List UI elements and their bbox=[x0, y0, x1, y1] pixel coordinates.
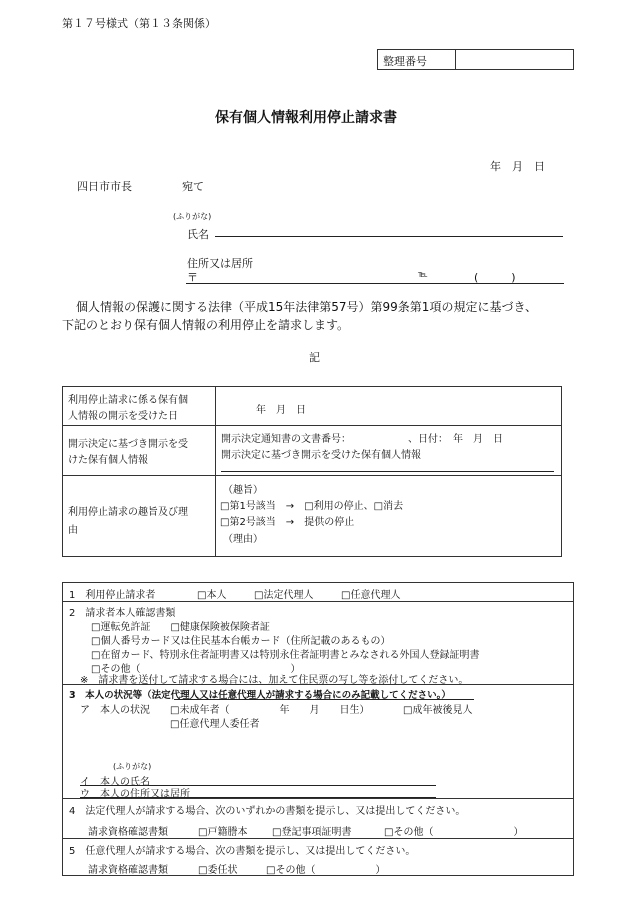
document-title: 保有個人情報利用停止請求書 bbox=[215, 110, 397, 126]
section1-label: 1 利用停止請求者 bbox=[69, 590, 156, 601]
section2-id-line1[interactable]: □運転免許証 □健康保険被保険者証 bbox=[91, 622, 270, 633]
section1-self-option[interactable]: □本人 bbox=[197, 590, 227, 601]
section4-other-option[interactable]: □その他（ ） bbox=[384, 827, 524, 838]
section4-registry-cert-option[interactable]: □登記事項証明書 bbox=[272, 827, 352, 838]
section4-divider bbox=[63, 838, 573, 839]
reference-number-box bbox=[377, 49, 574, 70]
section1-voluntary-rep-option[interactable]: □任意代理人 bbox=[341, 590, 401, 601]
date-field[interactable]: 年 月 日 bbox=[490, 160, 545, 173]
row1-date-value[interactable]: 年 月 日 bbox=[256, 405, 306, 416]
row3-option-2[interactable]: □第2号該当 → 提供の停止 bbox=[220, 517, 355, 528]
section3-principal-address-line[interactable] bbox=[80, 797, 436, 798]
row2-label-line1: 開示決定に基づき開示を受 bbox=[68, 439, 188, 450]
applicant-address-line[interactable] bbox=[186, 283, 564, 284]
row3-label-line2: 由 bbox=[68, 525, 78, 536]
section2-label: 2 請求者本人確認書類 bbox=[69, 608, 176, 619]
request-details-table bbox=[62, 386, 562, 557]
section5-other-option[interactable]: □その他（ ） bbox=[266, 865, 386, 876]
applicant-name-line[interactable] bbox=[215, 236, 563, 237]
table1-vdivider bbox=[215, 387, 217, 556]
applicant-furigana: (ふりがな) bbox=[173, 212, 212, 221]
body-text-line1: 個人情報の保護に関する法律（平成15年法律第57号）第99条第1項の規定に基づき、 bbox=[76, 300, 537, 314]
section5-label: 5 任意代理人が請求する場合、次の書類を提示し、又は提出してください。 bbox=[69, 846, 416, 857]
section2-id-line2[interactable]: □個人番号カード又は住民基本台帳カード（住所記載のあるもの） bbox=[91, 636, 391, 647]
section2-id-line3[interactable]: □在留カード、特別永住者証明書又は特別永住者証明書とみなされる外国人登録証明書 bbox=[91, 650, 480, 661]
row2-doc-number-label: 開示決定通知書の文書番号： bbox=[221, 434, 351, 445]
section3-label: 3 本人の状況等（法定代理人又は任意代理人が請求する場合にのみ記載してください。） bbox=[69, 690, 451, 701]
requester-details-table bbox=[62, 582, 574, 876]
row2-disclosed-info-line[interactable] bbox=[221, 471, 554, 472]
row3-reason-heading: （理由） bbox=[223, 534, 263, 545]
section3-status-label: ア 本人の状況 bbox=[80, 705, 150, 716]
section3-principal-address-label: ウ 本人の住所又は居所 bbox=[80, 789, 190, 800]
applicant-name-label: 氏名 bbox=[187, 228, 209, 241]
applicant-address-label: 住所又は居所 bbox=[187, 257, 253, 270]
row2-disclosed-info-label: 開示決定に基づき開示を受けた保有個人情報 bbox=[221, 450, 421, 461]
reference-divider bbox=[455, 50, 457, 69]
section3-adult-ward-option[interactable]: □成年被後見人 bbox=[403, 705, 473, 716]
section1-legal-rep-option[interactable]: □法定代理人 bbox=[254, 590, 314, 601]
section3-principal-option[interactable]: □任意代理人委任者 bbox=[170, 719, 260, 730]
section4-doc-label: 請求資格確認書類 bbox=[88, 827, 168, 838]
reference-number-label: 整理番号 bbox=[383, 55, 427, 68]
addressee-mayor: 四日市市長 bbox=[77, 180, 132, 193]
section4-label: 4 法定代理人が請求する場合、次のいずれかの書類を提示し、又は提出してください。 bbox=[69, 806, 466, 817]
section4-family-register-option[interactable]: □戸籍謄本 bbox=[198, 827, 248, 838]
body-text-line2: 下記のとおり保有個人情報の利用停止を請求します。 bbox=[62, 318, 350, 332]
row1-label-line2: 人情報の開示を受けた日 bbox=[68, 411, 178, 422]
section3-label-underline bbox=[174, 699, 474, 700]
table1-row-divider-2 bbox=[63, 475, 561, 476]
section3-principal-name-label: イ 本人の氏名 bbox=[80, 777, 150, 788]
ki-label: 記 bbox=[309, 351, 320, 364]
tel-paren: ( ) bbox=[474, 271, 516, 284]
form-number: 第１７号様式（第１３条関係） bbox=[62, 17, 216, 30]
row2-label-line2: けた保有個人情報 bbox=[68, 455, 148, 466]
postal-mark: 〒 bbox=[187, 271, 198, 284]
table1-row-divider-1 bbox=[63, 425, 561, 426]
row3-label-line1: 利用停止請求の趣旨及び理 bbox=[68, 507, 188, 518]
row2-doc-date-label[interactable]: 、日付： 年 月 日 bbox=[408, 434, 503, 445]
section2-note: ※ 請求書を送付して請求する場合には、加えて住民票の写し等を添付してください。 bbox=[80, 675, 469, 686]
section1-divider bbox=[63, 601, 573, 602]
row1-label-line1: 利用停止請求に係る保有個 bbox=[68, 395, 188, 406]
addressee-to: 宛て bbox=[182, 180, 204, 193]
tel-label: ℡ bbox=[418, 270, 428, 280]
section3-minor-option[interactable]: □未成年者（ 年 月 日生） bbox=[170, 705, 370, 716]
section2-id-other[interactable]: □その他（ ） bbox=[91, 664, 301, 675]
section3-furigana: (ふりがな) bbox=[113, 762, 152, 771]
section5-power-of-attorney-option[interactable]: □委任状 bbox=[198, 865, 238, 876]
section5-doc-label: 請求資格確認書類 bbox=[88, 865, 168, 876]
row3-option-1[interactable]: □第1号該当 → □利用の停止、□消去 bbox=[220, 501, 404, 512]
row3-purpose-heading: （趣旨） bbox=[223, 485, 263, 496]
